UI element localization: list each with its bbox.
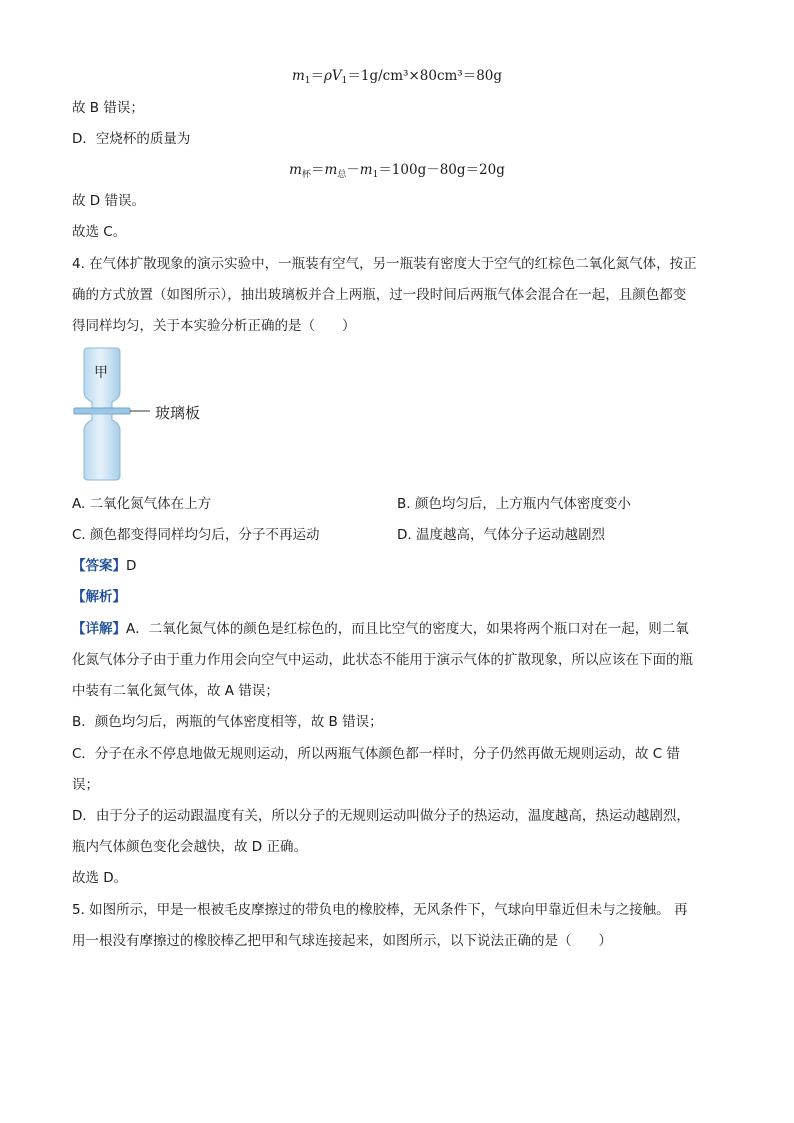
detail-text: D．由于分子的运动跟温度有关，所以分子的无规则运动叫做分子的热运动，温度越高，热运动越剧烈， [72, 808, 690, 824]
question-5-text: 用一根没有摩擦过的橡胶棒乙把甲和气球连接起来，如图所示，以下说法正确的是（ ） [72, 933, 612, 949]
option-c: C. 颜色都变得同样均匀后，分子不再运动 [72, 527, 320, 543]
gas-diffusion-figure [72, 346, 212, 486]
equals: ＝ [310, 68, 324, 84]
detail-text: B．颜色均匀后，两瓶的气体密度相等，故 B 错误； [72, 714, 383, 730]
var-m: m [324, 162, 338, 178]
sub-total: 总 [337, 170, 347, 180]
formula-m-cup [0, 160, 794, 180]
answer-tag: 【答案】 [72, 558, 126, 574]
plate-label: 玻璃板 [155, 404, 201, 422]
answer-value: D [126, 558, 137, 574]
formula-m1 [0, 66, 794, 86]
detail-text: 化氮气体分子由于重力作用会向空气中运动，此状态不能用于演示气体的扩散现象，所以应该在下面的瓶 [72, 652, 693, 668]
text-line: D．空烧杯的质量为 [72, 131, 191, 147]
option-d: D. 温度越高，气体分子运动越剧烈 [397, 527, 605, 543]
var-v: V [331, 68, 342, 84]
sub-cup: 杯 [301, 170, 311, 180]
sub-1: 1 [372, 170, 379, 180]
sub-1: 1 [304, 76, 311, 86]
detail-text: A．二氧化氮气体的颜色是红棕色的，而且比空气的密度大，如果将两个瓶口对在一起，则二氧 [126, 621, 689, 637]
question-4-text: 确的方式放置（如图所示），抽出玻璃板并合上两瓶，过一段时间后两瓶气体会混合在一起，且颜色都变 [72, 287, 687, 303]
detail-text: 故选 D。 [72, 870, 128, 886]
question-5-text: 5. 如图所示，甲是一根被毛皮摩擦过的带负电的橡胶棒，无风条件下，气球向甲靠近但未与之接触。 再 [72, 902, 688, 918]
question-4-text: 得同样均匀，关于本实验分析正确的是（ ） [72, 318, 356, 334]
detail-text: 瓶内气体颜色变化会越快，故 D 正确。 [72, 839, 307, 855]
text-line: 故 B 错误； [72, 100, 144, 116]
answer-line [72, 556, 136, 576]
question-4-text: 4. 在气体扩散现象的演示实验中，一瓶装有空气，另一瓶装有密度大于空气的红棕色二氧化氮气体，按正 [72, 256, 697, 272]
var-m: m [291, 68, 305, 84]
detail-tag: 【详解】 [72, 621, 126, 637]
detail-line [72, 619, 689, 639]
detail-text: 中装有二氧化氮气体，故 A 错误； [72, 683, 279, 699]
detail-text: 误； [72, 777, 99, 793]
analysis-tag: 【解析】 [72, 589, 126, 605]
detail-text: C．分子在永不停息地做无规则运动，所以两瓶气体颜色都一样时，分子仍然再做无规则运动，故 C 错 [72, 746, 680, 762]
bottom-bottle [84, 414, 120, 480]
option-b: B. 颜色均匀后，上方瓶内气体密度变小 [397, 496, 631, 512]
bottle-label: 甲 [94, 365, 108, 381]
formula-rest: ＝100g－80g＝20g [378, 162, 505, 178]
option-a: A. 二氧化氮气体在上方 [72, 496, 212, 512]
var-m: m [289, 162, 302, 178]
sub-1b: 1 [341, 76, 348, 86]
text-line: 故选 C。 [72, 224, 127, 240]
analysis-line [72, 587, 126, 607]
formula-rest: ＝1g/cm³×80cm³＝80g [347, 68, 503, 84]
glass-plate [74, 408, 130, 414]
minus: － [346, 162, 360, 178]
equals: ＝ [310, 162, 325, 178]
var-m: m [359, 162, 373, 178]
text-line: 故 D 错误。 [72, 193, 145, 209]
var-rho: ρ [323, 68, 332, 84]
